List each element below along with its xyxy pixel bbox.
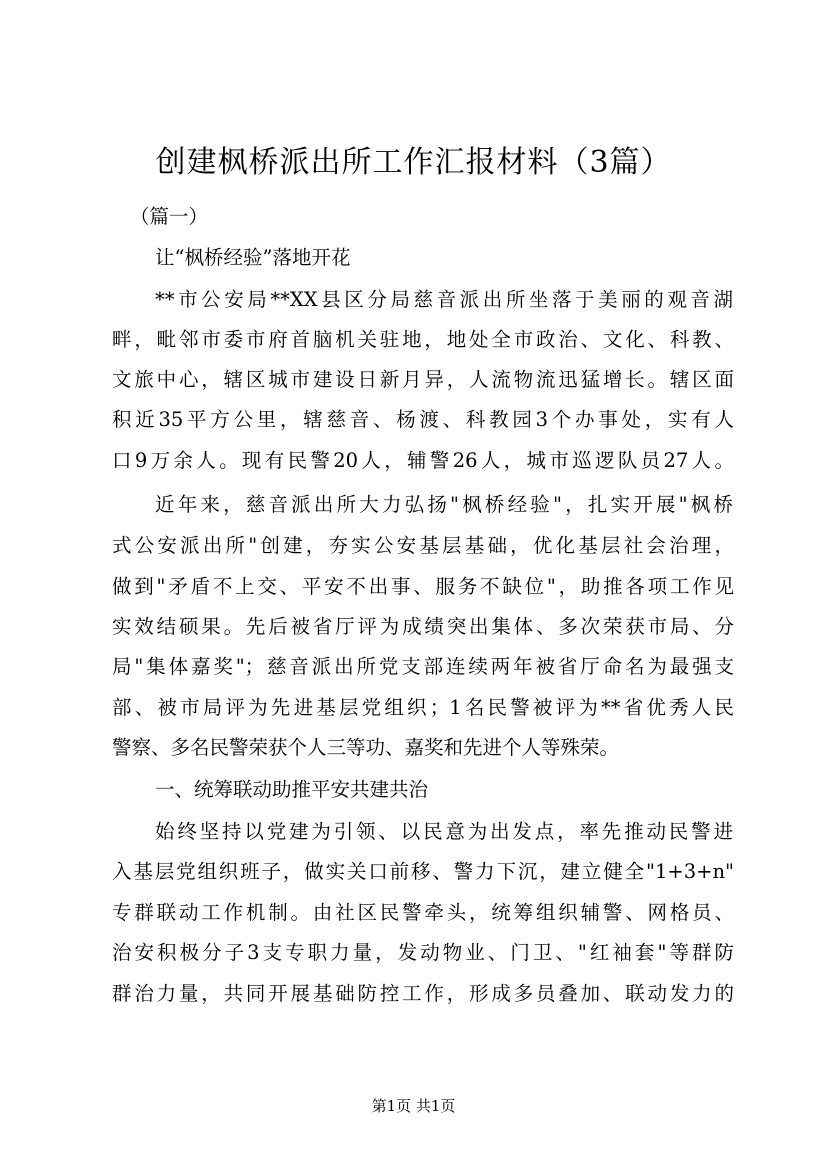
- paragraph-line: 积近35平方公里，辖慈音、杨渡、科教园3个办事处，实有人: [112, 408, 734, 431]
- paragraph-line: 部、被市局评为先进基层党组织；1名民警被评为**省优秀人民: [112, 696, 734, 719]
- subtitle: 让“枫桥经验”落地开花: [155, 246, 351, 269]
- paragraph-line: 实效结硕果。先后被省厅评为成绩突出集体、多次荣获市局、分: [112, 615, 734, 638]
- paragraph-line: 近年来，慈音派出所大力弘扬"枫桥经验"，扎实开展"枫桥: [155, 493, 733, 516]
- page-footer: 第1页 共1页: [371, 1097, 456, 1115]
- paragraph-line: 治安积极分子3支专职力量，发动物业、门卫、"红袖套"等群防: [112, 941, 734, 964]
- paragraph-line: 群治力量，共同开展基础防控工作，形成多员叠加、联动发力的: [112, 982, 734, 1005]
- document-title: 创建枫桥派出所工作汇报材料（3篇）: [155, 145, 672, 180]
- paragraph-line: **市公安局**XX县区分局慈音派出所坐落于美丽的观音湖: [155, 288, 733, 311]
- section-label: （篇一）: [130, 205, 209, 228]
- paragraph-line: 局"集体嘉奖"；慈音派出所党支部连续两年被省厅命名为最强支: [112, 655, 734, 678]
- section-heading: 一、统筹联动助推平安共建共治: [155, 778, 429, 801]
- paragraph-line: 畔，毗邻市委市府首脑机关驻地，地处全市政治、文化、科教、: [112, 328, 734, 351]
- paragraph-line: 入基层党组织班子，做实关口前移、警力下沉，建立健全"1+3+n": [112, 860, 734, 883]
- paragraph-line: 口9万余人。现有民警20人，辅警26人，城市巡逻队员27人。: [112, 449, 734, 472]
- paragraph-line: 做到"矛盾不上交、平安不出事、服务不缺位"，助推各项工作见: [112, 575, 734, 598]
- paragraph-line: 专群联动工作机制。由社区民警牵头，统筹组织辅警、网格员、: [112, 901, 734, 924]
- paragraph-line: 始终坚持以党建为引领、以民意为出发点，率先推动民警进: [155, 820, 733, 843]
- paragraph-line: 警察、多名民警荣获个人三等功、嘉奖和先进个人等殊荣。: [112, 736, 620, 759]
- paragraph-line: 文旅中心，辖区城市建设日新月异，人流物流迅猛增长。辖区面: [112, 368, 734, 391]
- paragraph-line: 式公安派出所"创建，夯实公安基层基础，优化基层社会治理，: [112, 534, 734, 557]
